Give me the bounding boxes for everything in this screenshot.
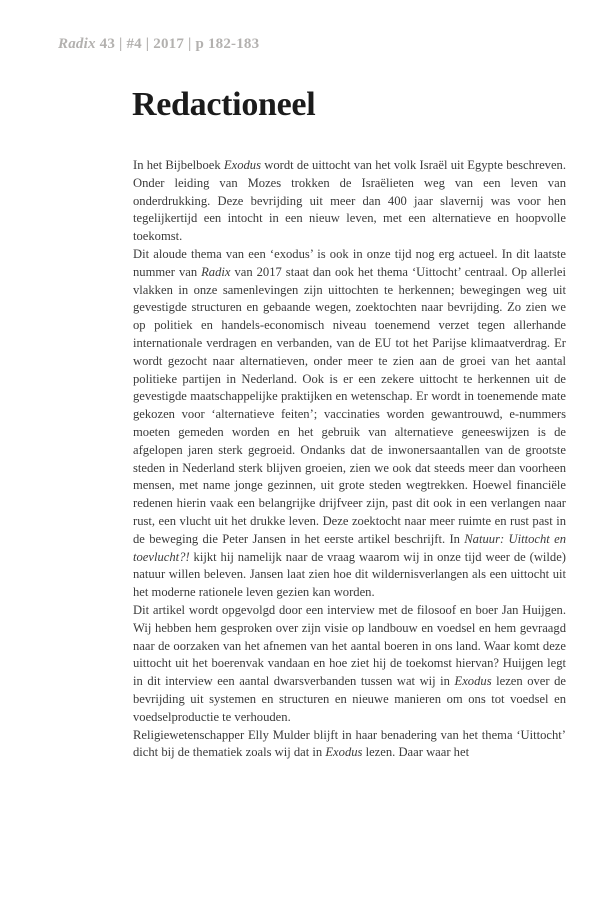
text-run: Dit aloude thema van een ‘exodus’ is ook in onze tijd nog erg actueel. In dit laatste nummer van [133, 246, 566, 279]
text-run: lezen. Daar waar het [362, 745, 470, 760]
paragraph [133, 157, 566, 246]
italic-text-run: Exodus [223, 158, 261, 172]
text-run: wordt de uittocht van het volk Israël uit Egypte beschreven. Onder leiding van Mozes trokken de Israëlieten weg van een leven van onderdrukking. Deze bevrijding uit meer dan 400 jaar slavernij was voor hen tegelijkertijd een intocht in een nieuw leven, met een alternatieve en hoopvolle toekomst. [133, 158, 566, 244]
italic-text-run: Exodus [454, 674, 492, 689]
journal-header [58, 36, 259, 53]
paragraph [133, 602, 566, 727]
article-body [133, 157, 566, 762]
italic-text-run: Natuur: Uittocht en toevlucht?! [133, 531, 566, 564]
text-run: van 2017 staat dan ook het thema ‘Uittocht’ centraal. Op allerlei vlakken in onze samenlevingen zijn uittochten te herkennen; bewegingen weg uit gevestigde structuren en gebaande wegen, zoektochten naar bevrijding. Zo zien we op politiek en handels-economisch niveau toenemend verzet tegen allerhande internationale verdragen en verbanden, van de EU tot het Parijse klimaatverdrag. Er wordt gezocht naar alternatieven, onder meer te zien aan de groei van het aantal politieke partijen in Nederland. Ook is er een zekere uittocht te herkennen uit de gevestigde maatschappelijke praktijken en wetenschap. Er wordt in toenemende mate gekozen voor ‘alternatieve feiten’; vaccinaties worden gewantrouwd, e-nummers moeten gemeden worden en het gebruik van alternatieve geneeswijzen is de afgelopen jaren sterk gegroeid. Ondanks dat de inwonersaantallen van de grootste steden in Nederland sterk blijven groeien, zien we ook dat steeds meer dan voorheen mensen, met name jonge gezinnen, uit grote steden wegtrekken. Hoewel financiële redenen hierin vaak een belangrijke drijfveer zijn, past dit ook in een verlangen naar rust, een vlucht uit het drukke leven. Deze zoektocht naar meer ruimte en rust past in de beweging die Peter Jansen in het eerste artikel beschrijft. In [133, 264, 566, 546]
text-run: In het Bijbelboek [133, 158, 224, 172]
text-run: Religiewetenschapper Elly Mulder blijft in haar benadering van het thema ‘Uittocht’ dicht bij de thematiek zoals wij dat in [133, 727, 566, 760]
paragraph [133, 246, 566, 602]
italic-text-run: Radix [201, 264, 231, 279]
text-run: Dit artikel wordt opgevolgd door een interview met de filosoof en boer Jan Huijgen. Wij hebben hem gesproken over zijn visie op landbouw en voedsel en hem gevraagd naar de oorzaken van het afnemen van het aantal boeren in ons land. Waar komt deze uittocht uit het boerenvak vandaan en hoe ziet hij de toekomst hiervan? Huijgen legt in dit interview een aantal dwarsverbanden tussen wat wij in [133, 602, 566, 689]
page-title: Redactioneel [132, 86, 316, 123]
paragraph [133, 727, 566, 763]
text-run: kijkt hij namelijk naar de vraag waarom wij in onze tijd weer de (wilde) natuur willen beleven. Jansen laat zien hoe dit wildernisverlangen als een uittocht uit het moderne rationele leven gezien kan worden. [133, 549, 566, 600]
text-run: lezen over de bevrijding uit systemen en structuren en nieuwe manieren om ons tot voedsel en voedselproductie te verhouden. [133, 674, 566, 724]
journal-name: Radix [58, 36, 96, 52]
journal-issue-meta: 43 | #4 | 2017 | p 182-183 [95, 36, 260, 52]
italic-text-run: Exodus [325, 745, 363, 760]
